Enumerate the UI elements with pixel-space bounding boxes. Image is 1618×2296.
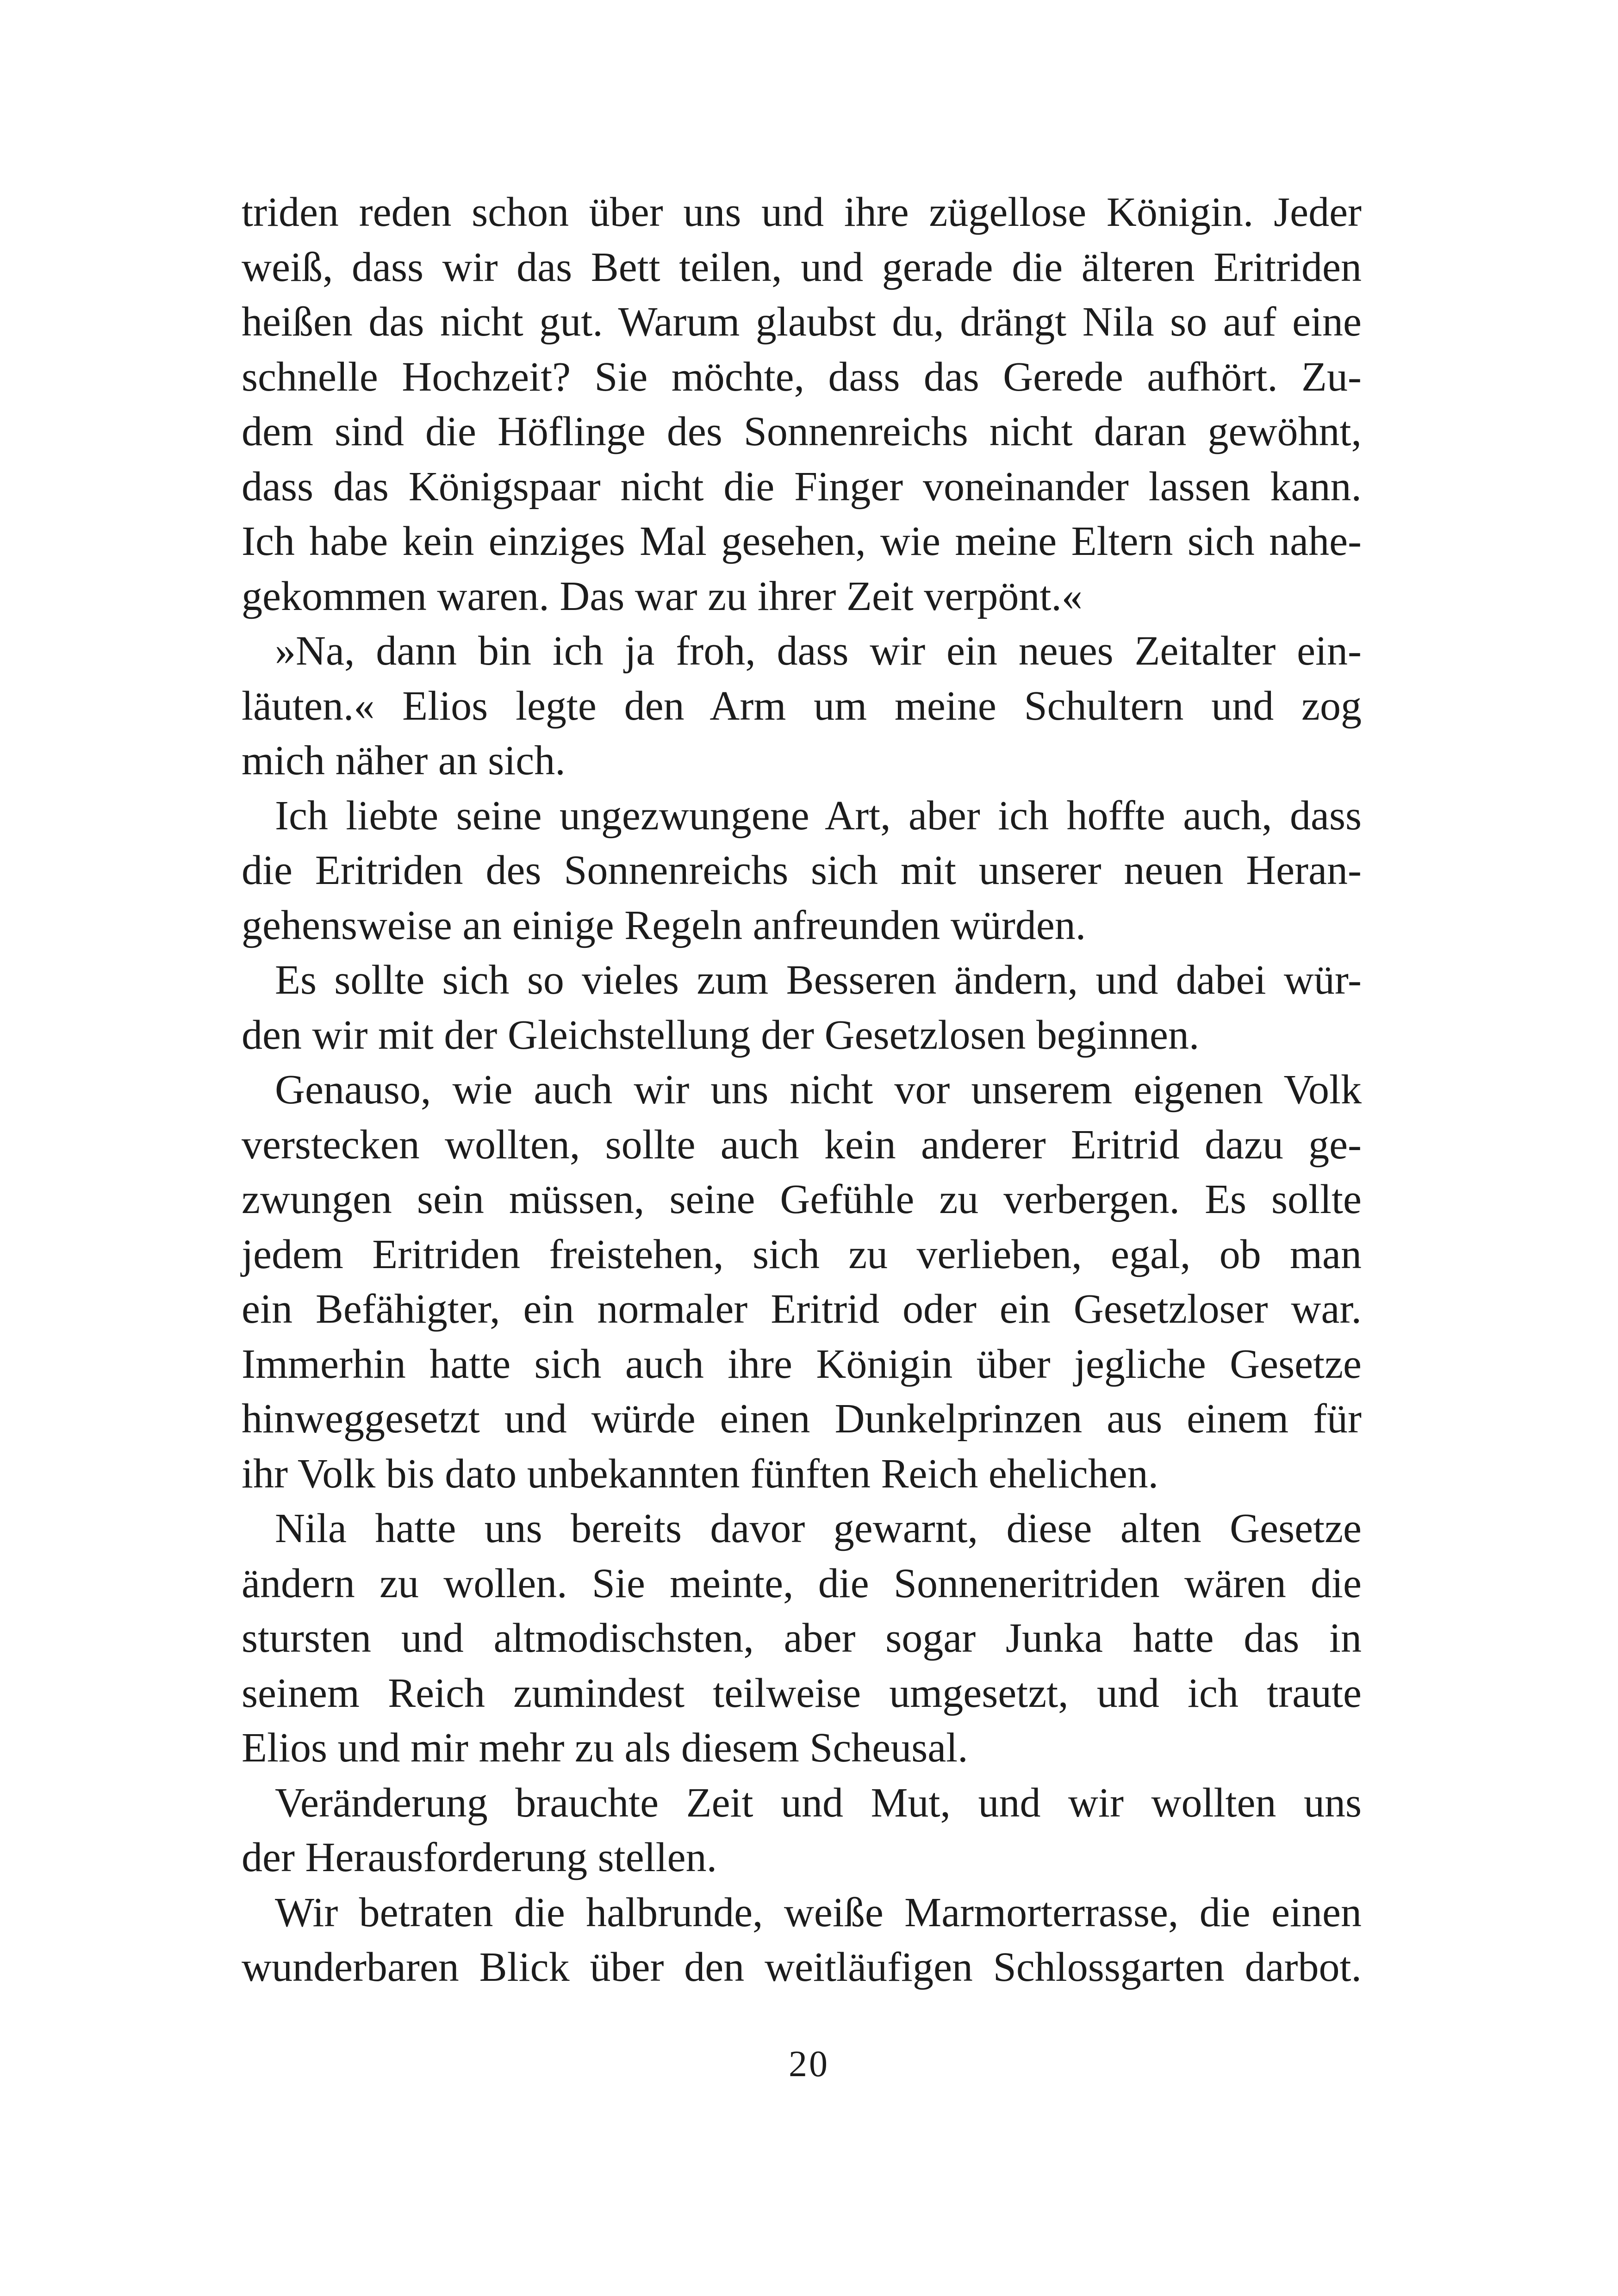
text-line: dem sind die Höflinge des Sonnenreichs nicht daran gewöhnt,	[242, 409, 1362, 454]
text-line: Genauso, wie auch wir uns nicht vor unserem eigenen Volk	[275, 1067, 1362, 1113]
text-line: der Herausforderung stellen.	[242, 1835, 717, 1880]
text-line: läuten.« Elios legte den Arm um meine Schultern und zog	[242, 683, 1362, 729]
text-line: »Na, dann bin ich ja froh, dass wir ein neues Zeitalter ein-	[275, 628, 1362, 674]
text-line: gehensweise an einige Regeln anfreunden würden.	[242, 902, 1086, 948]
text-line: Es sollte sich so vieles zum Besseren ändern, und dabei wür-	[275, 957, 1362, 1003]
text-line: jedem Eritriden freistehen, sich zu verlieben, egal, ob man	[242, 1231, 1362, 1277]
text-line: Wir betraten die halbrunde, weiße Marmorterrasse, die einen	[275, 1889, 1362, 1935]
text-line: die Eritriden des Sonnenreichs sich mit unserer neuen Heran-	[242, 847, 1362, 893]
text-line: weiß, dass wir das Bett teilen, und gerade die älteren Eritriden	[242, 244, 1362, 290]
text-line: hinweggesetzt und würde einen Dunkelprinzen aus einem für	[242, 1396, 1362, 1442]
text-line: Immerhin hatte sich auch ihre Königin über jegliche Gesetze	[242, 1341, 1362, 1387]
text-line: heißen das nicht gut. Warum glaubst du, drängt Nila so auf eine	[242, 299, 1362, 345]
text-line: ändern zu wollen. Sie meinte, die Sonneneritriden wären die	[242, 1560, 1362, 1606]
text-line: mich näher an sich.	[242, 738, 566, 784]
text-line: Elios und mir mehr zu als diesem Scheusal.	[242, 1725, 968, 1771]
text-line: ihr Volk bis dato unbekannten fünften Reich ehelichen.	[242, 1450, 1159, 1497]
text-line: verstecken wollten, sollte auch kein anderer Eritrid dazu ge-	[242, 1121, 1362, 1168]
text-line: Ich habe kein einziges Mal gesehen, wie meine Eltern sich nahe-	[242, 518, 1362, 564]
text-line: gekommen waren. Das war zu ihrer Zeit verpönt.«	[242, 573, 1083, 619]
text-line: Ich liebte seine ungezwungene Art, aber ich hoffte auch, dass	[275, 792, 1362, 839]
text-line: den wir mit der Gleichstellung der Gesetzlosen beginnen.	[242, 1012, 1200, 1058]
text-line: Nila hatte uns bereits davor gewarnt, diese alten Gesetze	[275, 1506, 1362, 1551]
text-line: schnelle Hochzeit? Sie möchte, dass das Gerede aufhört. Zu-	[242, 354, 1362, 400]
text-line: ein Befähigter, ein normaler Eritrid oder ein Gesetzloser war.	[242, 1286, 1362, 1332]
text-line: dass das Königspaar nicht die Finger voneinander lassen kann.	[242, 463, 1362, 510]
text-line: zwungen sein müssen, seine Gefühle zu verbergen. Es sollte	[242, 1176, 1362, 1222]
text-line: triden reden schon über uns und ihre zügellose Königin. Jeder	[242, 189, 1362, 235]
body-text	[242, 185, 1362, 1995]
text-line: wunderbaren Blick über den weitläufigen Schlossgarten darbot.	[242, 1944, 1362, 1990]
text-line: Veränderung brauchte Zeit und Mut, und wir wollten uns	[275, 1780, 1362, 1826]
text-line: stursten und altmodischsten, aber sogar Junka hatte das in	[242, 1615, 1362, 1661]
text-line: seinem Reich zumindest teilweise umgesetzt, und ich traute	[242, 1670, 1362, 1716]
page-number: 20	[789, 2044, 829, 2084]
